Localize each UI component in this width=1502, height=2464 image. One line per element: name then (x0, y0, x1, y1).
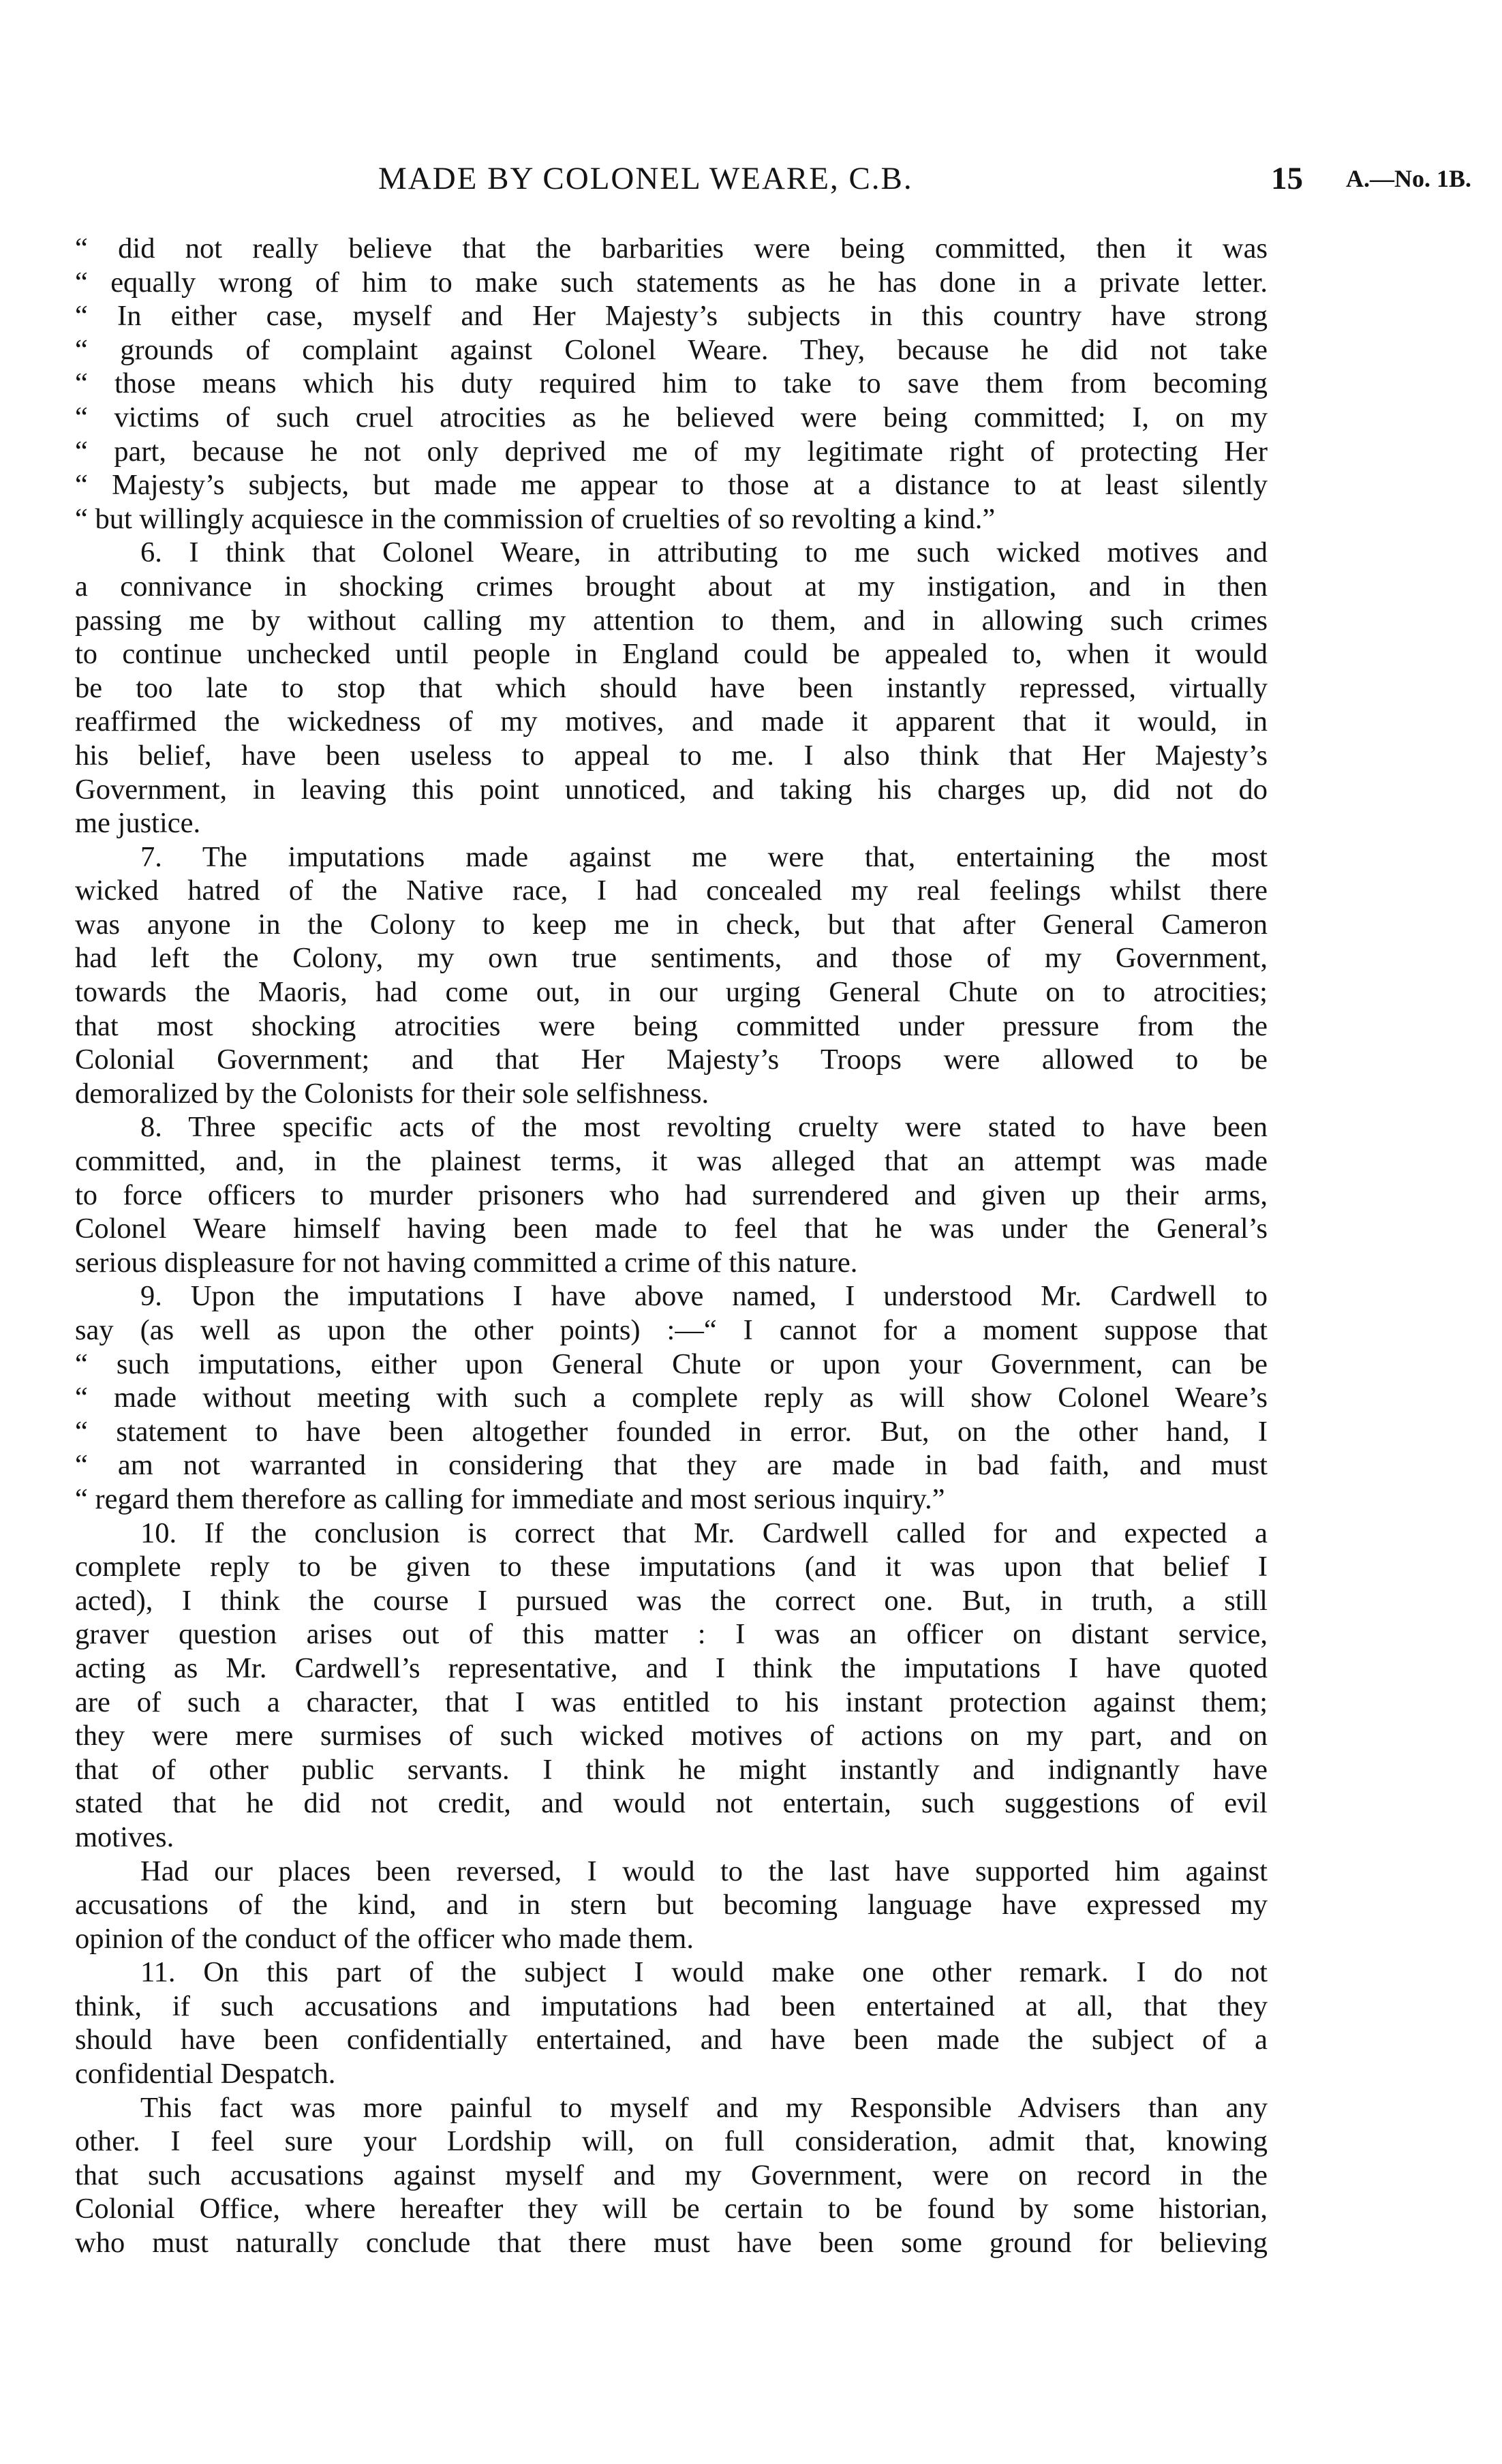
page-header (75, 160, 1479, 208)
page-number: 15 (1271, 161, 1303, 196)
text-line: “ Majesty’s subjects, but made me appear to those at a distance to at least silently (75, 469, 1268, 502)
text-line: they were mere surmises of such wicked motives of actions on my part, and on (75, 1720, 1268, 1752)
text-line: serious displeasure for not having committed a crime of this nature. (75, 1246, 858, 1279)
text-line: be too late to stop that which should have been instantly repressed, virtually (75, 671, 1268, 704)
text-line: confidential Despatch. (75, 2058, 336, 2090)
text-line: a connivance in shocking crimes brought about at my instigation, and in then (75, 570, 1268, 603)
text-line: 9. Upon the imputations I have above named, I understood Mr. Cardwell to (140, 1280, 1268, 1313)
text-line: opinion of the conduct of the officer who made them. (75, 1922, 694, 1955)
text-line: that most shocking atrocities were being committed under pressure from the (75, 1009, 1268, 1042)
text-line: “ statement to have been altogether founded in error. But, on the other hand, I (75, 1415, 1268, 1448)
text-line: had left the Colony, my own true sentiments, and those of my Government, (75, 942, 1268, 975)
text-line: “ grounds of complaint against Colonel Weare. They, because he did not take (75, 333, 1268, 366)
text-line: who must naturally conclude that there must have been some ground for believing (75, 2227, 1268, 2260)
text-line: “ regard them therefore as calling for immediate and most serious inquiry.” (75, 1482, 945, 1515)
text-line: reaffirmed the wickedness of my motives, and made it apparent that it would, in (75, 705, 1268, 738)
text-line: “ such imputations, either upon General Chute or upon your Government, can be (75, 1348, 1268, 1380)
text-line: “ part, because he not only deprived me of my legitimate right of protecting Her (75, 435, 1268, 468)
text-line: graver question arises out of this matter : I was an officer on distant service, (75, 1618, 1268, 1651)
text-line: “ equally wrong of him to make such statements as he has done in a private letter. (75, 266, 1268, 299)
text-line: stated that he did not credit, and would not entertain, such suggestions of evil (75, 1787, 1268, 1820)
text-line: accusations of the kind, and in stern but becoming language have expressed my (75, 1889, 1268, 1921)
text-line: his belief, have been useless to appeal to me. I also think that Her Majesty’s (75, 739, 1268, 772)
text-line: acted), I think the course I pursued was the correct one. But, in truth, a still (75, 1584, 1268, 1617)
text-line: think, if such accusations and imputations had been entertained at all, that they (75, 1990, 1268, 2022)
text-line: to continue unchecked until people in England could be appealed to, when it would (75, 638, 1268, 671)
text-line: This fact was more painful to myself and my Responsible Advisers than any (140, 2091, 1268, 2124)
text-line: acting as Mr. Cardwell’s representative, and I think the imputations I have quoted (75, 1652, 1268, 1684)
text-line: 7. The imputations made against me were that, entertaining the most (140, 840, 1268, 873)
text-line: committed, and, in the plainest terms, it was alleged that an attempt was made (75, 1145, 1268, 1178)
paper-reference: A.—No. 1B. (1346, 165, 1472, 192)
text-line: passing me by without calling my attention to them, and in allowing such crimes (75, 604, 1268, 637)
text-line: 6. I think that Colonel Weare, in attributing to me such wicked motives and (140, 536, 1268, 569)
text-line: Had our places been reversed, I would to the last have supported him against (140, 1855, 1268, 1887)
text-line: Government, in leaving this point unnoticed, and taking his charges up, did not do (75, 773, 1268, 806)
text-line: that such accusations against myself and my Government, were on record in the (75, 2159, 1268, 2191)
text-line: that of other public servants. I think he might instantly and indignantly have (75, 1753, 1268, 1786)
text-line: towards the Maoris, had come out, in our urging General Chute on to atrocities; (75, 976, 1268, 1009)
text-line: Colonial Government; and that Her Majesty’s Troops were allowed to be (75, 1044, 1268, 1076)
text-line: “ In either case, myself and Her Majesty’s subjects in this country have strong (75, 300, 1268, 333)
text-line: Colonial Office, where hereafter they will be certain to be found by some historian, (75, 2193, 1268, 2225)
text-line: “ am not warranted in considering that they are made in bad faith, and must (75, 1449, 1268, 1482)
text-line: me justice. (75, 807, 201, 840)
body-text (75, 232, 1268, 2260)
text-line: wicked hatred of the Native race, I had concealed my real feelings whilst there (75, 874, 1268, 907)
text-line: other. I feel sure your Lordship will, on full consideration, admit that, knowing (75, 2125, 1268, 2158)
text-line: Colonel Weare himself having been made to feel that he was under the General’s (75, 1213, 1268, 1245)
text-line: was anyone in the Colony to keep me in check, but that after General Cameron (75, 908, 1268, 941)
text-line: 8. Three specific acts of the most revolting cruelty were stated to have been (140, 1111, 1268, 1144)
text-line: demoralized by the Colonists for their sole selfishness. (75, 1077, 709, 1110)
text-line: motives. (75, 1821, 174, 1853)
text-line: to force officers to murder prisoners who had surrendered and given up their arms, (75, 1178, 1268, 1211)
text-line: “ those means which his duty required him to take to save them from becoming (75, 367, 1268, 400)
text-line: “ victims of such cruel atrocities as he believed were being committed; I, on my (75, 401, 1268, 434)
text-line: “ made without meeting with such a complete reply as will show Colonel Weare’s (75, 1382, 1268, 1414)
text-line: “ did not really believe that the barbarities were being committed, then it was (75, 232, 1268, 264)
running-title: MADE BY COLONEL WEARE, C.B. (378, 161, 913, 196)
text-line: complete reply to be given to these imputations (and it was upon that belief I (75, 1551, 1268, 1583)
text-line: should have been confidentially entertained, and have been made the subject of a (75, 2024, 1268, 2056)
text-line: “ but willingly acquiesce in the commission of cruelties of so revolting a kind.” (75, 502, 996, 535)
text-line: say (as well as upon the other points) :—“ I cannot for a moment suppose that (75, 1314, 1268, 1346)
text-line: 11. On this part of the subject I would make one other remark. I do not (140, 1956, 1268, 1989)
text-line: are of such a character, that I was entitled to his instant protection against them; (75, 1686, 1268, 1718)
text-line: 10. If the conclusion is correct that Mr. Cardwell called for and expected a (140, 1517, 1268, 1549)
